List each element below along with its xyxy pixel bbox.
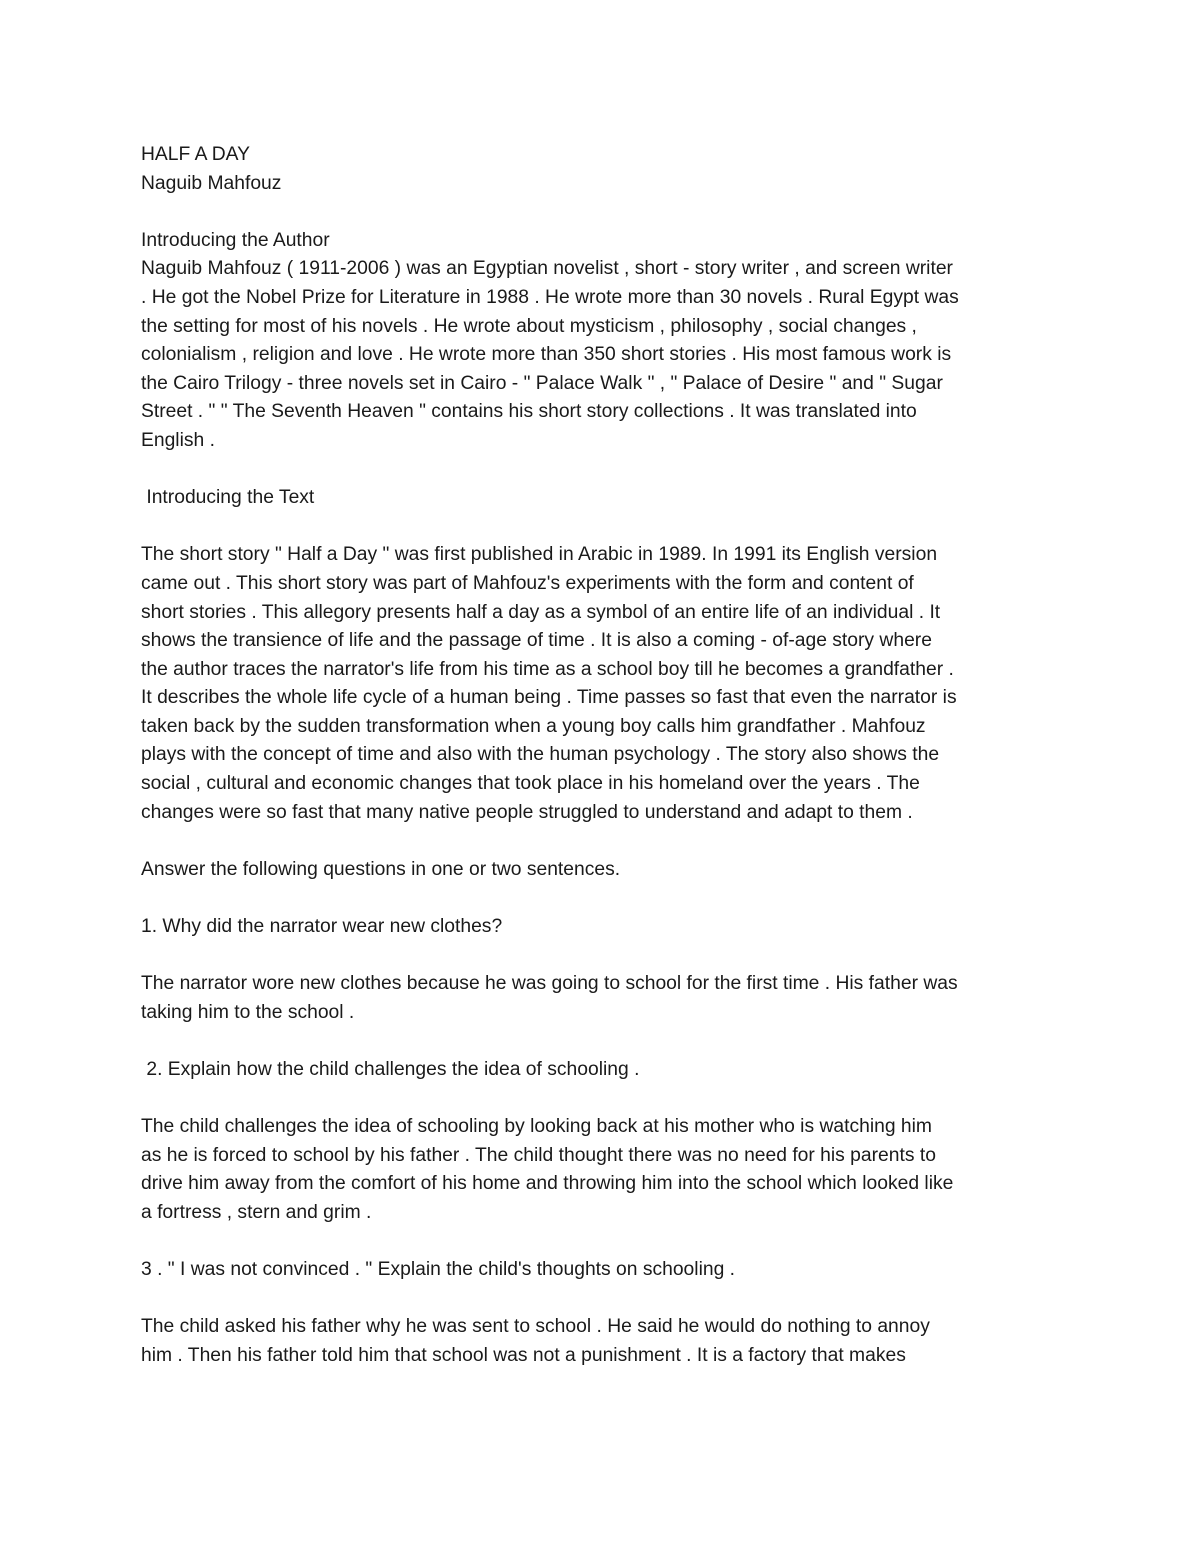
- spacer: [141, 513, 1061, 542]
- spacer: [141, 827, 1061, 856]
- document-author: Naguib Mahfouz: [141, 172, 282, 194]
- document-title: HALF A DAY: [141, 144, 250, 165]
- question-1: 1. Why did the narrator wear new clothes?: [141, 916, 503, 938]
- spacer: [141, 456, 1061, 485]
- question-2: 2. Explain how the child challenges the idea of schooling .: [141, 1059, 640, 1080]
- instructions: Answer the following questions in one or two sentences.: [141, 858, 621, 880]
- section-heading-text: Introducing the Text: [141, 487, 315, 509]
- author-bio-paragraph: Naguib Mahfouz ( 1911-2006 ) was an Egyptian novelist , short - story writer , and screen writer . He got the Nobel Prize for Literature in 1988 . He wrote more than 30 novels . Rural Egypt was the setting for most of his novels . He wrote about mysticism , philosophy , social changes , colonialism , religion and love . He wrote more than 350 short stories . His most famous work is the Cairo Trilogy - three novels set in Cairo - " Palace Walk " , " Palace of Desire " and " Sugar Street . " " The Seventh Heaven " contains his short story collections . It was translated into English .: [141, 258, 959, 451]
- spacer: [141, 1228, 1061, 1257]
- spacer: [141, 942, 1061, 971]
- document-page: [141, 141, 1061, 1371]
- answer-1: The narrator wore new clothes because he was going to school for the first time . His father was taking him to the school .: [141, 973, 958, 1023]
- section-heading-author: Introducing the Author: [141, 229, 330, 251]
- question-3: 3 . " I was not convinced . " Explain the child's thoughts on schooling .: [141, 1259, 736, 1281]
- spacer: [141, 1285, 1061, 1314]
- answer-3: The child asked his father why he was sent to school . He said he would do nothing to annoy him . Then his father told him that school was not a punishment . It is a factory that makes: [141, 1316, 930, 1366]
- spacer: [141, 1027, 1061, 1056]
- text-intro-paragraph: The short story " Half a Day " was first published in Arabic in 1989. In 1991 its English version came out . This short story was part of Mahfouz's experiments with the form and content of short stories . This allegory presents half a day as a symbol of an entire life of an individual . It shows the transience of life and the passage of time . It is also a coming - of-age story where the author traces the narrator's life from his time as a school boy till he becomes a grandfather . It describes the whole life cycle of a human being . Time passes so fast that even the narrator is taken back by the sudden transformation when a young boy calls him grandfather . Mahfouz plays with the concept of time and also with the human psychology . The story also shows the social , cultural and economic changes that took place in his homeland over the years . The changes were so fast that many native people struggled to understand and adapt to them .: [141, 544, 957, 823]
- spacer: [141, 1085, 1061, 1114]
- spacer: [141, 198, 1061, 227]
- spacer: [141, 884, 1061, 913]
- answer-2: The child challenges the idea of schooling by looking back at his mother who is watching him as he is forced to school by his father . The child thought there was no need for his parents to drive him away from the comfort of his home and throwing him into the school which looked like a fortress , stern and grim .: [141, 1116, 954, 1223]
